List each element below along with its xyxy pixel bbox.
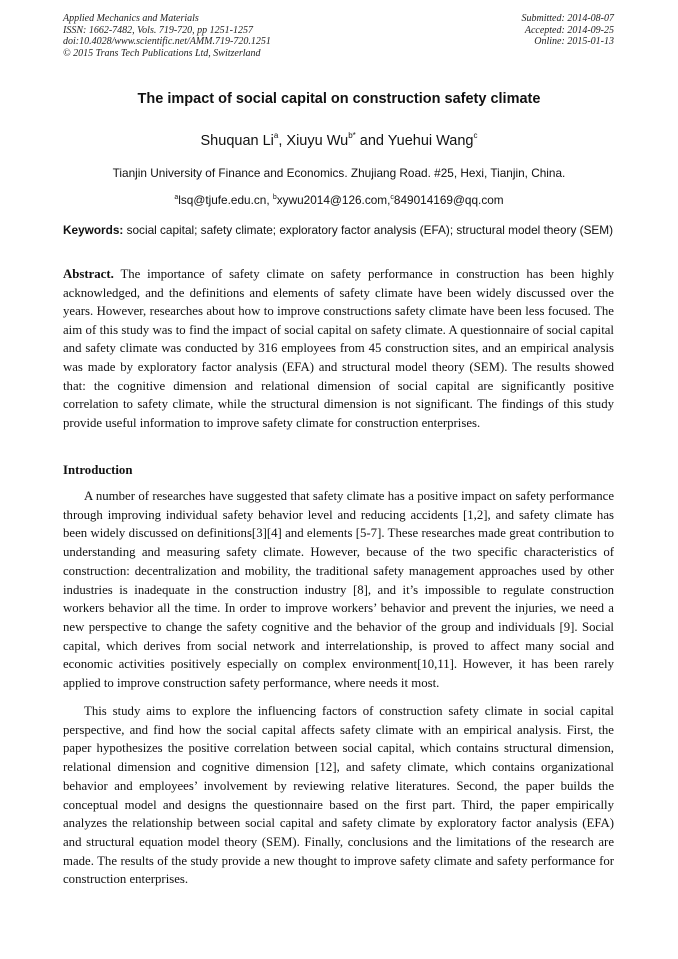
email-marker: a xyxy=(174,194,179,201)
author-list xyxy=(0,131,678,149)
email-marker: b xyxy=(272,194,277,201)
body-paragraph: This study aims to explore the influencing factors of construction safety climate in social capital perspective, and find how the social capital affects safety climate with an empirical analysis. First, the paper hypothesizes the positive correlation between social capital, which contains structural dimension, relational dimension and cognitive dimension [12], and safety climate, which contains organizational behavior and employees’ involvement by reviewing relative literatures. Second, the paper builds the conceptual model and designs the questionnaire based on the first part. Third, the paper empirically analyzes the relationship between social capital and safety climate by exploratory factor analysis (EFA) and structural equation model theory (SEM). Finally, conclusions and the limitations of the research are made. The results of the study provide a new thought to improve safety climate and safety performance for construction enterprises. xyxy=(63,704,614,887)
affiliation-marker: a xyxy=(273,131,279,140)
submitted-date: Submitted: 2014-08-07 xyxy=(521,13,614,24)
online-date: Online: 2015-01-13 xyxy=(534,36,614,47)
affiliation-marker: c xyxy=(473,131,478,140)
dates-header xyxy=(522,13,615,48)
email-address: xywu2014@126.com, xyxy=(276,193,391,207)
section-heading-introduction: Introduction xyxy=(63,463,133,477)
paper-title: The impact of social capital on construction safety climate xyxy=(137,91,541,107)
issn-line: ISSN: 1662-7482, Vols. 719-720, pp 1251-1257 xyxy=(63,24,253,36)
abstract-text: The importance of safety climate on safety performance in construction has been highly acknowledged, and the definitions and elements of safety climate have been widely discussed over the years. However, researches about how to improve constructions safety climate have been less focused. The aim of this study was to find the impact of social capital on safety climate. A questionnaire of social capital and safety climate was conducted by 316 employees from 45 construction sites, and an empirical analysis was made by exploratory factor analysis (EFA) and structural model theory (SEM). The results showed that: the cognitive dimension and relational dimension of social capital are significantly positive correlation to safety climate, while the structural dimension is not significant. The findings of this study provide useful information to improve safety climate for construction enterprises. xyxy=(63,267,614,430)
journal-header xyxy=(63,13,271,59)
author-name: and Yuehui Wang xyxy=(355,133,474,149)
author-name: Shuquan Li xyxy=(200,133,274,149)
email-marker: c xyxy=(390,194,394,201)
abstract-label: Abstract. xyxy=(63,267,114,281)
copyright-line: © 2015 Trans Tech Publications Ltd, Switzerland xyxy=(63,47,261,59)
journal-name: Applied Mechanics and Materials xyxy=(63,13,199,24)
email-list xyxy=(0,193,678,207)
keywords xyxy=(63,222,615,239)
author-name: , Xiuyu Wu xyxy=(278,133,349,149)
email-address: 849014169@qq.com xyxy=(393,193,504,207)
affiliation: Tianjin University of Finance and Economics. Zhujiang Road. #25, Hexi, Tianjin, China. xyxy=(112,166,566,180)
body-paragraph: A number of researches have suggested that safety climate has a positive impact on safety performance through improving individual safety behavior level and reducing accidents [1,2], and safety climate has been widely discussed on definitions[3][4] and elements [5-7]. These researches made great contribution to understanding and measuring safety climate. However, because of the two specific characteristics of construction: decentralization and mobility, the traditional safety management approaches used by other industries is inadequate in the construction industry [8], and it’s impossible to regulate construction workers behavior all the time. In order to improve workers’ behavior and prevent the injuries, we need a new perspective to change the safety cognitive and the behavior of the group and individuals [9]. Social capital, which derives from social network and interrelationship, is proved to affect many social and economic activities positively especially on complex environment[10,11]. However, it has been rarely applied to improve construction safety performance, where needs it most. xyxy=(63,489,614,691)
email-address: lsq@tjufe.edu.cn, xyxy=(178,193,273,207)
keywords-label: Keywords: xyxy=(63,223,124,237)
abstract xyxy=(63,265,614,432)
affiliation-marker: b* xyxy=(348,131,356,140)
doi-line: doi:10.4028/www.scientific.net/AMM.719-720.1251 xyxy=(63,36,271,47)
accepted-date: Accepted: 2014-09-25 xyxy=(524,24,614,36)
keywords-text: social capital; safety climate; exploratory factor analysis (EFA); structural model theory (SEM) xyxy=(123,223,614,237)
